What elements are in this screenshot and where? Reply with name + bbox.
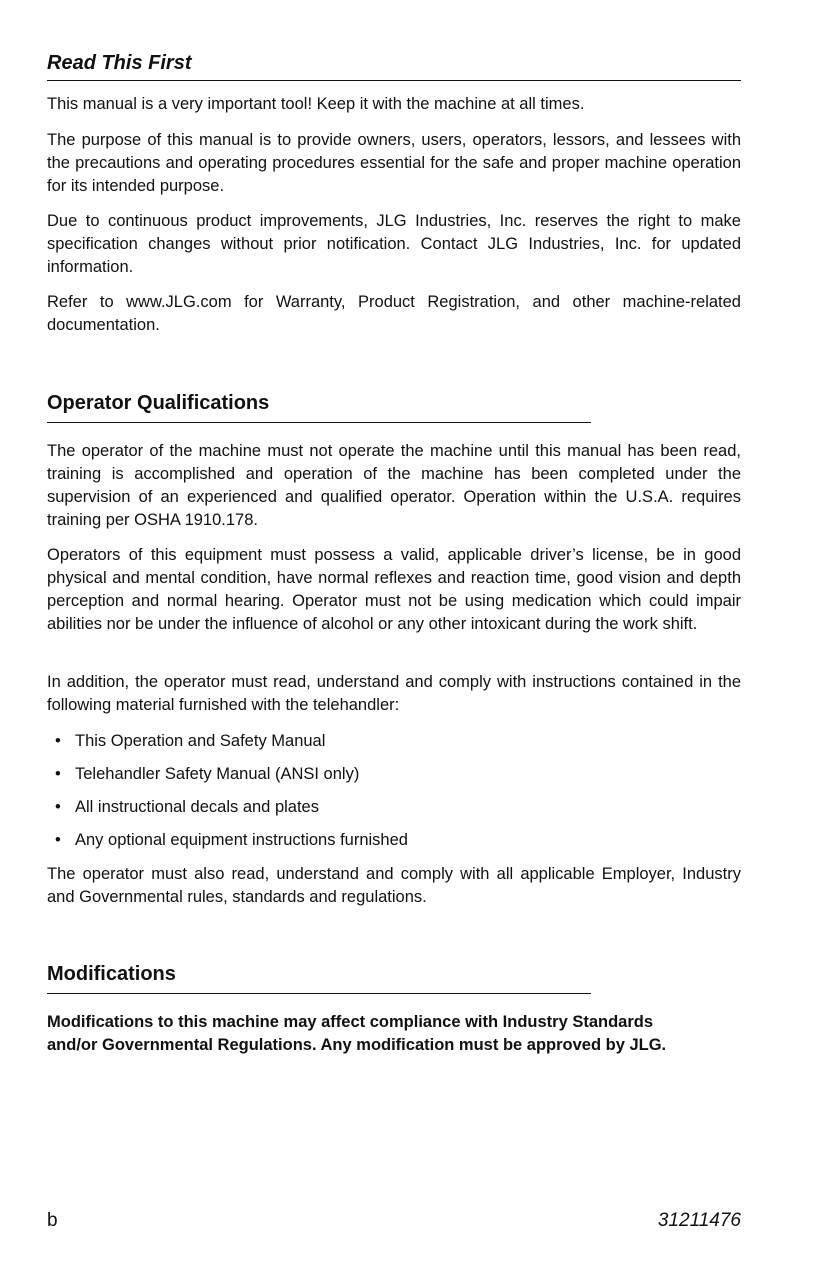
bullet-icon: • <box>55 798 61 816</box>
document-number: 31211476 <box>657 1210 741 1231</box>
read-first-paragraph-2: The purpose of this manual is to provide owners, users, operators, lessors, and lessees with the precautions and operating procedures essential for the safe and proper machine operation for its intended purpose. <box>47 131 741 195</box>
bullet-icon: • <box>55 732 61 750</box>
modifications-title: Modifications <box>47 963 176 985</box>
bullet-icon: • <box>55 831 61 849</box>
operator-paragraph-3: In addition, the operator must read, understand and comply with instructions contained in the following material furnished with the telehandler: <box>47 673 741 714</box>
operator-closing-paragraph: The operator must also read, understand and comply with all applicable Employer, Industry and Governmental rules, standards and regulations. <box>47 865 741 906</box>
modifications-rule <box>47 993 591 994</box>
read-first-paragraph-1: This manual is a very important tool! Keep it with the machine at all times. <box>47 95 585 113</box>
operator-paragraph-2: Operators of this equipment must possess a valid, applicable driver’s license, be in good physical and mental condition, have normal reflexes and reaction time, good vision and depth perception and normal hearing. Operator must not be using medication which could impair abilities nor be under the influence of alcohol or any other intoxicant during the work shift. <box>47 546 741 633</box>
read-first-paragraph-4: Refer to www.JLG.com for Warranty, Product Registration, and other machine-related documentation. <box>47 293 741 334</box>
read-first-paragraph-3: Due to continuous product improvements, JLG Industries, Inc. reserves the right to make specification changes without prior notification. Contact JLG Industries, Inc. for updated information. <box>47 212 741 276</box>
modifications-warning: Modifications to this machine may affect compliance with Industry Standards and/or Governmental Regulations. Any modification must be approved by JLG. <box>47 1013 667 1054</box>
bullet-icon: • <box>55 765 61 783</box>
operator-qualifications-title: Operator Qualifications <box>47 392 270 414</box>
page-number: b <box>47 1210 58 1231</box>
operator-paragraph-1: The operator of the machine must not operate the machine until this manual has been read, training is accomplished and operation of the machine has been completed under the supervision of an experienced and qualified operator. Operation within the U.S.A. requires training per OSHA 1910.178. <box>47 442 741 529</box>
read-first-title: Read This First <box>47 52 192 74</box>
operator-qualifications-rule <box>47 422 591 423</box>
read-first-rule <box>47 80 741 81</box>
